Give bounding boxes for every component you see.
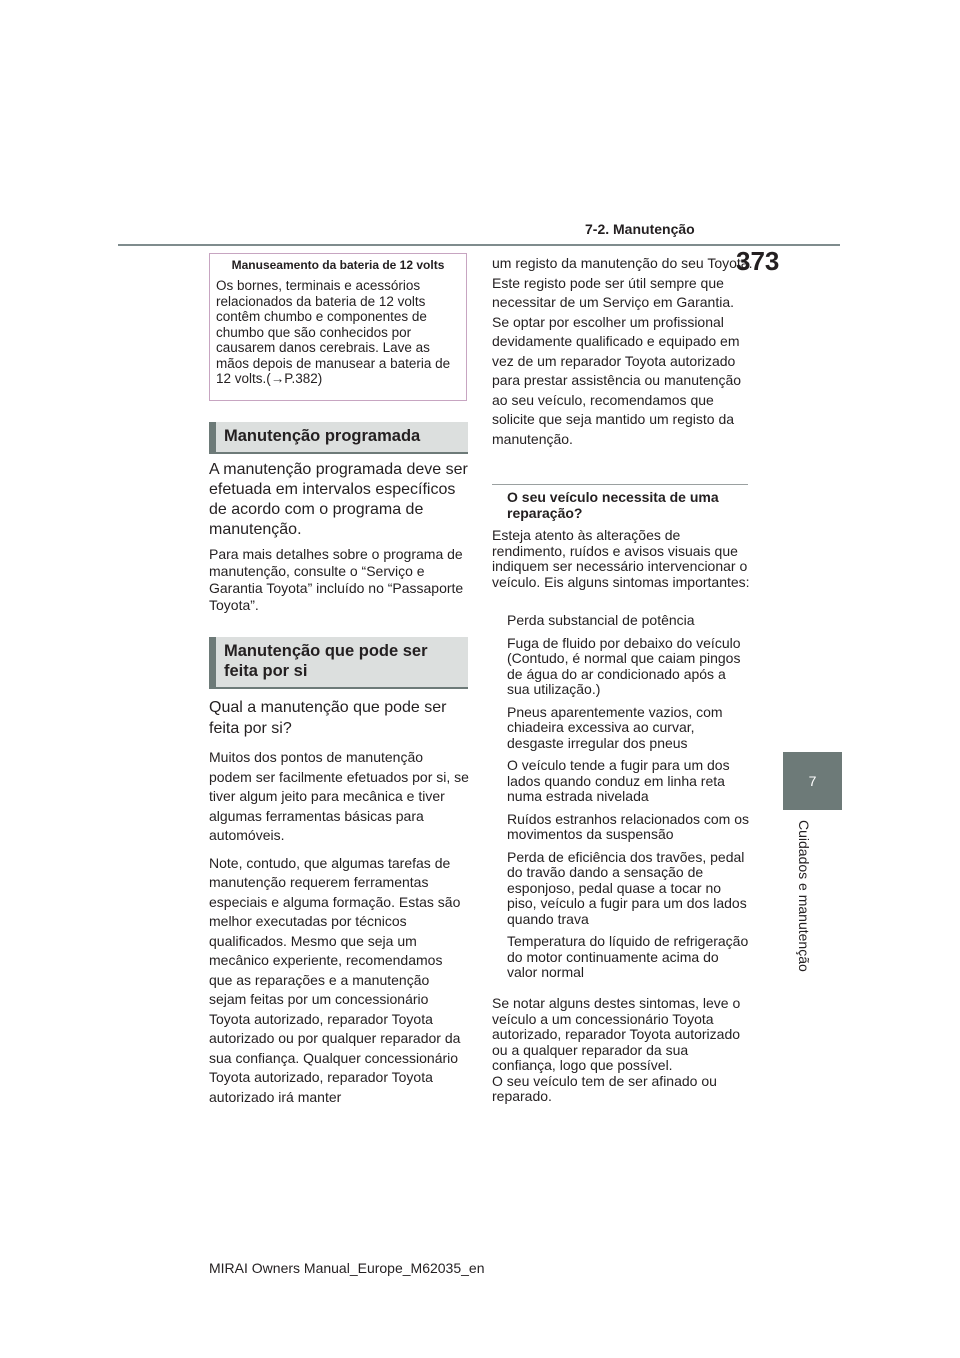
repair-title: O seu veículo necessita de uma reparação? (507, 489, 719, 521)
repair-closing (492, 996, 754, 1105)
list-item: O veículo tende a fugir para um dos lados quando conduz em linha reta numa estrada nivelada (507, 757, 730, 804)
warning-title: Manuseamento da bateria de 12 volts (231, 258, 445, 272)
list-item: Fuga de fluido por debaixo do veículo (Contudo, é normal que caiam pingos de água do ar condicionado após a sua utilização.) (507, 634, 741, 697)
list-item: Pneus aparentemente vazios, com chiadeira excessiva ao curvar, desgaste irregular dos pneus (507, 703, 723, 751)
list-item: Perda de eficiência dos travões, pedal do travão dando a sensação de esponjoso, pedal quase a tocar no piso, veículo a fugir para um dos lados quando trava (507, 848, 747, 927)
list-item: Temperatura do líquido de refrigeração do motor continuamente acima do valor normal (507, 933, 749, 980)
header-divider (118, 244, 840, 246)
section-reference: 7-2. Manutenção (585, 221, 695, 237)
diy-paragraph-2: Note, contudo, que algumas tarefas de manutenção requerem ferramentas especiais e alguma formação. Estas são melhor executadas por técnicos qualificados. Mesmo que seja um mecânico experiente, recomendamos que as reparações e a manutenção sejam feitas por um concessionário Toyota autorizado, reparador Toyota autorizado ou por qualquer reparador da sua confiança. Qualquer concessionário Toyota autorizado, reparador Toyota autorizado irá manter (209, 854, 461, 1105)
footer-manual-id: MIRAI Owners Manual_Europe_M62035_en (209, 1260, 485, 1276)
chapter-label: Cuidados e manutenção (796, 820, 812, 972)
diy-paragraph-1: Muitos dos pontos de manutenção podem ser facilmente efetuados por si, se tiver algum jeito para mecânica e tiver algumas ferramentas básicas para automóveis. (209, 749, 469, 843)
repair-divider (492, 484, 748, 485)
section-heading-diy-maintenance: Manutenção que pode ser feita por si (209, 637, 468, 689)
scheduled-maintenance-detail: Para mais detalhes sobre o programa de manutenção, consulte o “Serviço e Garantia Toyota” incluído no “Passaporte Toyota”. (209, 546, 464, 613)
list-item: Ruídos estranhos relacionados com os movimentos da suspensão (507, 810, 750, 842)
diy-question: Qual a manutenção que pode ser feita por si? (209, 699, 447, 737)
diy-paragraph-2-continued: um registo da manutenção do seu Toyota. Este registo pode ser útil sempre que necessitar de um Serviço em Garantia. Se optar por escolher um profissional devidamente qualificado e equipado em vez de um reparador Toyota autorizado para prestar assistência ou manutenção ao seu veículo, recomendamos que solicite que seja mantido um registo da manutenção. (492, 255, 753, 447)
warning-box (209, 253, 467, 401)
warning-text: Os bornes, terminais e acessórios relacionados da bateria de 12 volts contêm chumbo e componentes de chumbo que são conhecidos por causarem danos cerebrais. Lave as mãos depois de manusear a bateria de 12 volts.(→P.382) (216, 278, 451, 386)
chapter-number: 7 (808, 773, 817, 789)
chapter-tab (783, 752, 842, 810)
symptom-list (507, 613, 752, 988)
diy-paragraphs (209, 748, 469, 1115)
repair-intro: Esteja atento às alterações de rendimento, ruídos e avisos visuais que indiquem ser necessário intervencionar o veículo. Eis alguns sintomas importantes: (492, 527, 750, 590)
list-item: Perda substancial de potência (507, 612, 695, 628)
page-number: 373 (736, 246, 780, 276)
repair-closing-text-2: O seu veículo tem de ser afinado ou reparado. (492, 1072, 717, 1104)
section-heading-scheduled-maintenance: Manutenção programada (209, 422, 468, 454)
repair-closing-text: Se notar alguns destes sintomas, leve o veículo a um concessionário Toyota autorizado, reparador Toyota autorizado ou a qualquer reparador da sua confiança, logo que possível. (492, 995, 741, 1073)
scheduled-maintenance-lead: A manutenção programada deve ser efetuada em intervalos específicos de acordo com o programa de manutenção. (209, 461, 468, 538)
